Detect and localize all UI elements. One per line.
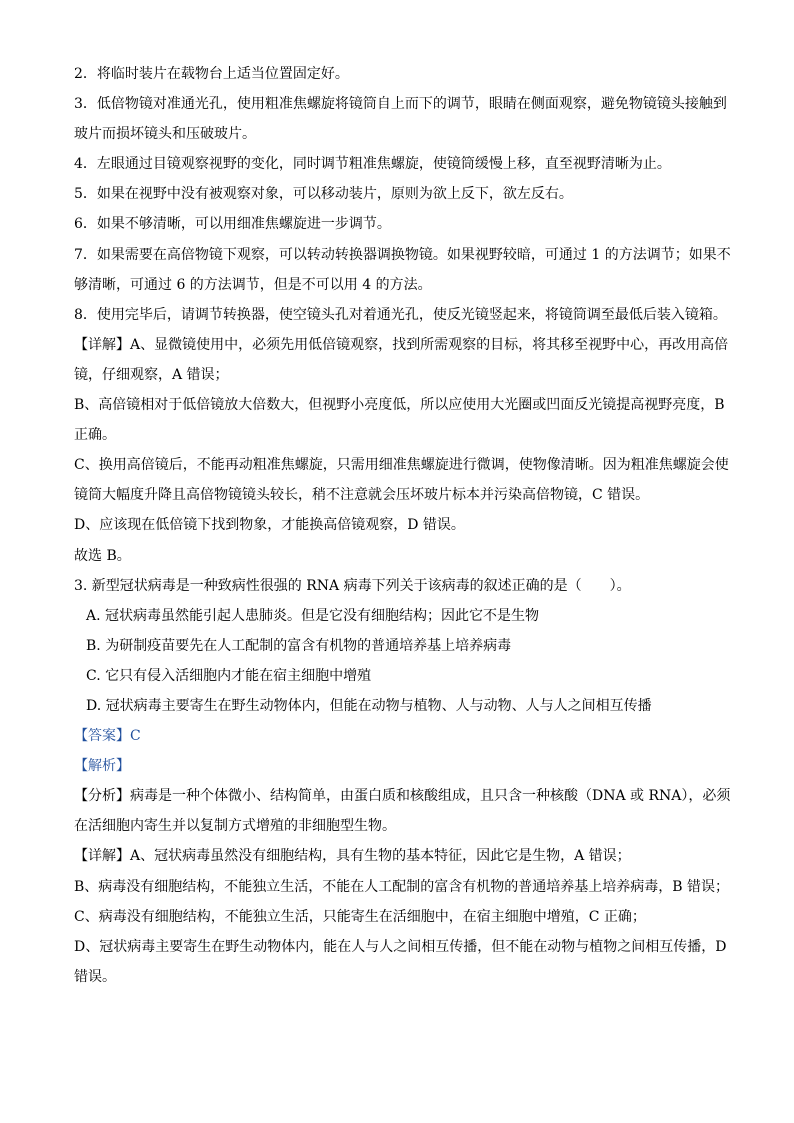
question-3-stem: 3. 新型冠状病毒是一种致病性很强的 RNA 病毒下列关于该病毒的叙述正确的是（ ）。 — [74, 577, 631, 594]
analysis-label: 【解析】 — [74, 758, 130, 775]
explanation-c-cont: 镜筒大幅度升降且高倍物镜镜头较长，稍不注意就会压坏玻片标本并污染高倍物镜，C 错误。 — [74, 487, 650, 504]
text-line-4: 4．左眼通过目镜观察视野的变化，同时调节粗准焦螺旋，使镜筒缓慢上移，直至视野清晰为止。 — [74, 156, 671, 173]
text-line-3: 玻片而损坏镜头和压破玻片。 — [74, 126, 256, 143]
option-a: A. 冠状病毒虽然能引起人患肺炎。但是它没有细胞结构；因此它不是生物 — [86, 607, 540, 624]
text-line-7: 7．如果需要在高倍物镜下观察，可以转动转换器调换物镜。如果视野较暗，可通过 1 的方法调节；如果不 — [74, 246, 731, 263]
option-c: C. 它只有侵入活细胞内才能在宿主细胞中增殖 — [86, 667, 372, 684]
detail-d: D、冠状病毒主要寄生在野生动物体内，能在人与人之间相互传播，但不能在动物与植物之间相互传播，D — [74, 938, 727, 955]
text-line-1: 2．将临时装片在载物台上适当位置固定好。 — [74, 66, 349, 82]
detail-c: C、病毒没有细胞结构，不能独立生活，只能寄生在活细胞中，在宿主细胞中增殖，C 正确； — [74, 908, 646, 925]
answer-label: 【答案】C — [74, 728, 141, 745]
analysis-text-cont: 在活细胞内寄生并以复制方式增殖的非细胞型生物。 — [74, 818, 396, 835]
explanation-c: C、换用高倍镜后，不能再动粗准焦螺旋，只需用细准焦螺旋进行微调，使物像清晰。因为粗准焦螺旋会使 — [74, 457, 729, 474]
text-line-6: 6．如果不够清晰，可以用细准焦螺旋进一步调节。 — [74, 216, 391, 233]
text-line-9: 8．使用完毕后，请调节转换器，使空镜头孔对着通光孔，使反光镜竖起来，将镜筒调至最低后装入镜箱。 — [74, 306, 727, 323]
explanation-b: B、高倍镜相对于低倍镜放大倍数大，但视野小亮度低，所以应使用大光圈或凹面反光镜提高视野亮度，B — [74, 397, 725, 414]
explanation-a-cont: 镜，仔细观察，A 错误； — [74, 366, 229, 383]
text-line-5: 5．如果在视野中没有被观察对象，可以移动装片，原则为欲上反下，欲左反右。 — [74, 186, 573, 203]
detail-b: B、病毒没有细胞结构，不能独立生活，不能在人工配制的富含有机物的普通培养基上培养病毒，B 错误； — [74, 878, 730, 895]
option-d: D. 冠状病毒主要寄生在野生动物体内，但能在动物与植物、人与动物、人与人之间相互传播 — [86, 697, 652, 714]
explanation-d: D、应该现在低倍镜下找到物象，才能换高倍镜观察，D 错误。 — [74, 517, 465, 534]
text-line-2: 3．低倍物镜对准通光孔，使用粗准焦螺旋将镜筒自上而下的调节，眼睛在侧面观察，避免物镜镜头接触到 — [74, 96, 727, 113]
text-line-8: 够清晰，可通过 6 的方法调节，但是不可以用 4 的方法。 — [74, 276, 432, 293]
explanation-b-cont: 正确。 — [74, 427, 116, 444]
conclusion: 故选 B。 — [74, 547, 131, 564]
explanation-a: 【详解】A、显微镜使用中，必须先用低倍镜观察，找到所需观察的目标，将其移至视野中心，再改用高倍 — [74, 336, 729, 353]
detail-d-cont: 错误。 — [74, 968, 116, 985]
detail-a: 【详解】A、冠状病毒虽然没有细胞结构，具有生物的基本特征，因此它是生物，A 错误； — [74, 848, 631, 865]
analysis-text: 【分析】病毒是一种个体微小、结构简单，由蛋白质和核酸组成，且只含一种核酸（DNA 或 RNA），必须 — [74, 788, 731, 805]
option-b: B. 为研制疫苗要先在人工配制的富含有机物的普通培养基上培养病毒 — [86, 637, 512, 654]
